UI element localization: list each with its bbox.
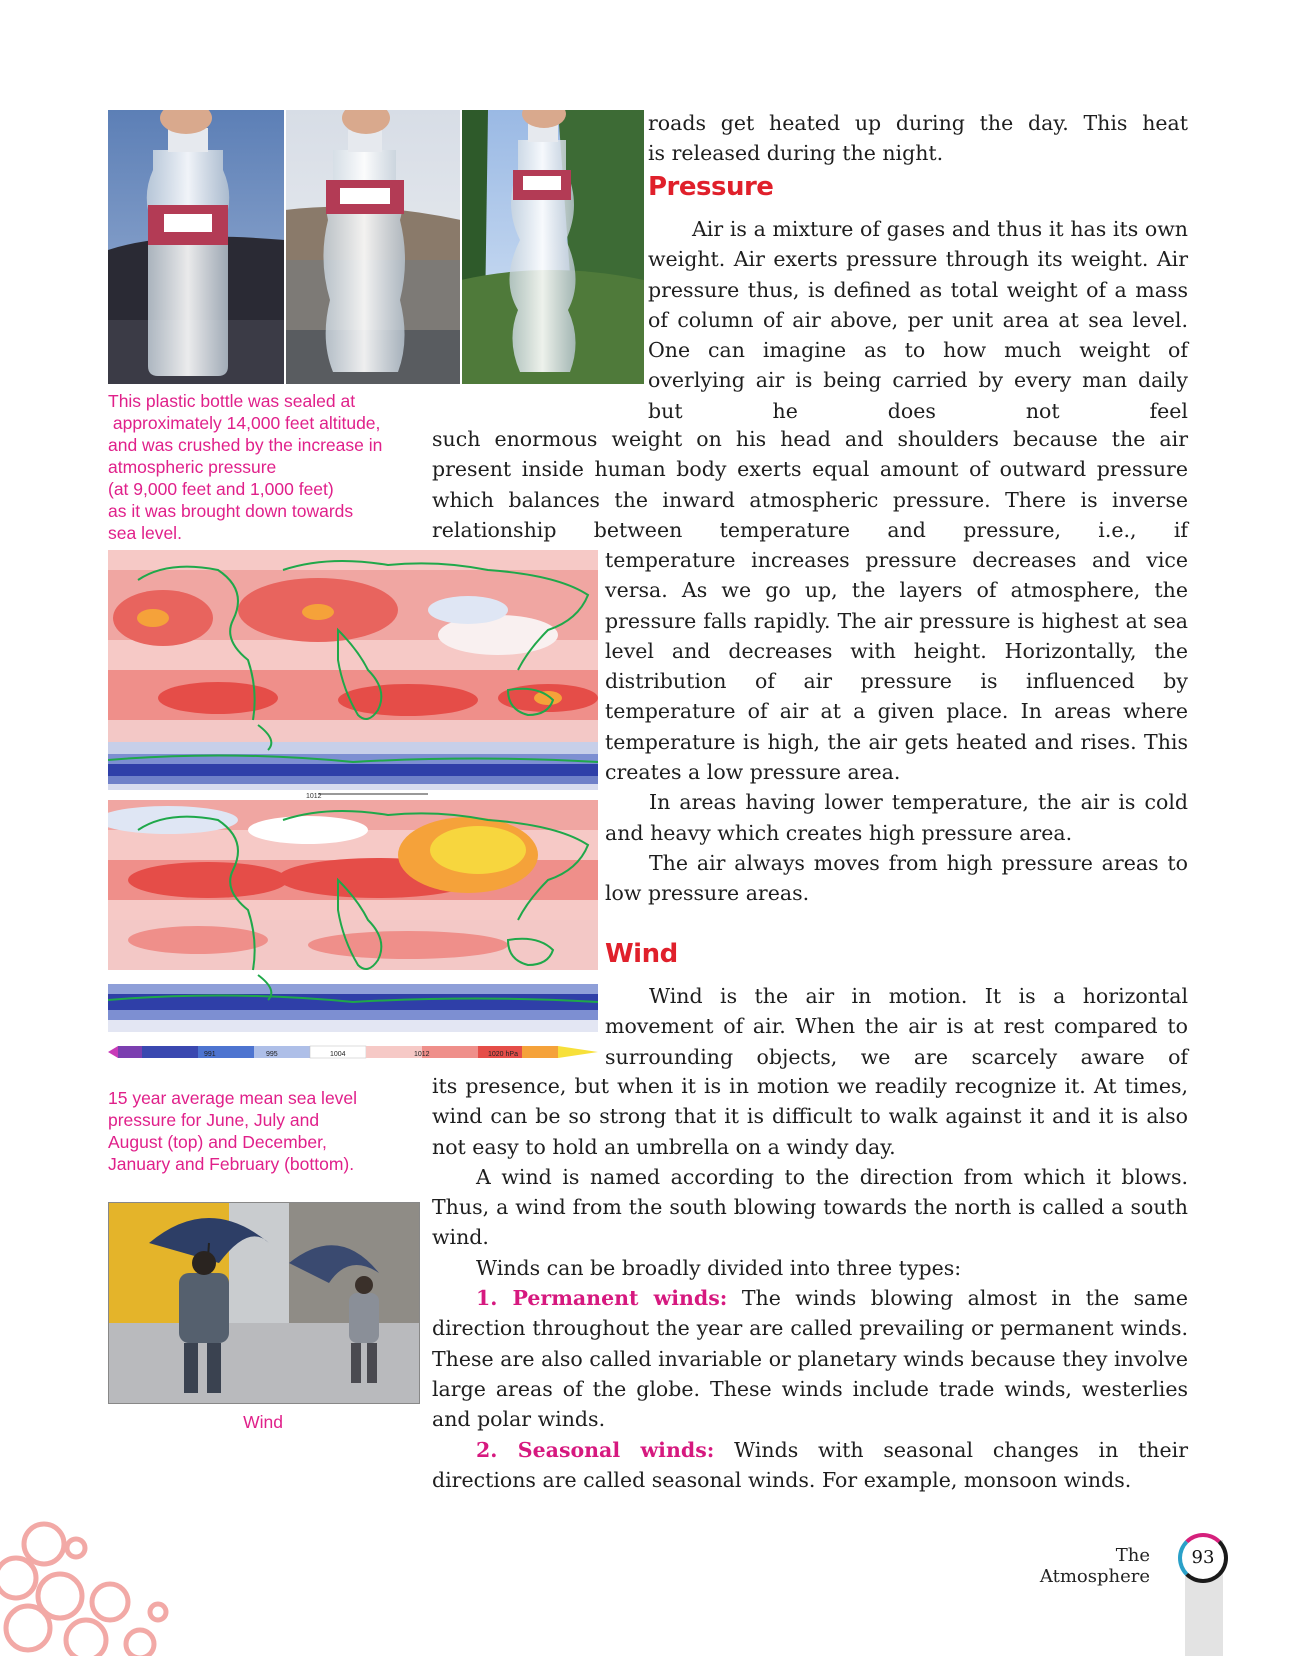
pressure-para-1a: Air is a mixture of gases and thus it has its own weight. Air exerts pressure through its weight. Air pressure thus, is defined as total weight of a mass of column of air above, per unit area at sea level. One can imagine as to how much weight of overlying air is being carried by every man daily but he does not feel bbox=[648, 217, 1188, 423]
wind-photo-caption: Wind bbox=[243, 1412, 283, 1432]
caption-line: as it was brought down towards bbox=[108, 501, 354, 521]
pressure-colour-scale bbox=[108, 1046, 598, 1058]
pressure-para-1b: such enormous weight on his head and shoulders because the air present inside human body exerts equal amount of outward pressure which balances the inward atmospheric pressure. There is inverse relationship between temperature and pressure, i.e., if bbox=[432, 427, 1188, 542]
chapter-title: The Atmosphere bbox=[1039, 1545, 1150, 1587]
page-number-badge bbox=[1178, 1533, 1228, 1583]
wind-paragraph-wide bbox=[432, 1071, 1188, 1495]
wind-photo-illustration bbox=[109, 1203, 419, 1403]
scale-label: 1004 bbox=[330, 1051, 346, 1058]
scale-label: 1020 hPa bbox=[488, 1051, 518, 1058]
pressure-map-caption bbox=[108, 1087, 408, 1175]
bottle-photo-strip bbox=[108, 110, 644, 384]
scale-label: 991 bbox=[204, 1051, 216, 1058]
caption-line: August (top) and December, bbox=[108, 1132, 327, 1152]
wind-para-1b: its presence, but when it is in motion we readily recognize it. At times, wind can be so strong that it is difficult to walk against it and it is also not easy to hold an umbrella on a windy day. bbox=[432, 1074, 1188, 1159]
wind-heading: Wind bbox=[605, 939, 678, 969]
caption-line: January and February (bottom). bbox=[108, 1154, 355, 1174]
caption-line: approximately 14,000 feet altitude, bbox=[108, 413, 381, 433]
pressure-map-djf bbox=[108, 800, 598, 1032]
intro-line: roads get heated up during the day. This heat bbox=[648, 111, 1188, 135]
wind-para-3: Winds can be broadly divided into three types: bbox=[476, 1255, 962, 1280]
permanent-winds-text: The winds blowing almost in the same direction throughout the year are called prevailing or permanent winds. These are also called invariable or planetary winds because they involve large areas of the globe. These winds include trade winds, westerlies and polar winds. bbox=[432, 1286, 1188, 1432]
permanent-winds-label: 1. Permanent winds: bbox=[476, 1286, 728, 1311]
pressure-heading: Pressure bbox=[648, 172, 774, 202]
bottle-figure-caption bbox=[108, 390, 428, 544]
intro-text bbox=[648, 108, 1188, 169]
pressure-paragraph-right bbox=[648, 214, 1188, 426]
decorative-circles bbox=[0, 1516, 180, 1656]
pressure-maps-illustration bbox=[108, 550, 598, 1060]
caption-line: pressure for June, July and bbox=[108, 1110, 320, 1130]
pressure-paragraph-mid bbox=[605, 545, 1188, 909]
scale-label: 995 bbox=[266, 1051, 278, 1058]
permanent-winds-paragraph bbox=[432, 1283, 1188, 1434]
caption-line: 15 year average mean sea level bbox=[108, 1088, 358, 1108]
pressure-para-1c: temperature increases pressure decreases and vice versa. As we go up, the layers of atmosphere, the pressure falls rapidly. The air pressure is highest at sea level and decreases with height. Horizontally, the distribution of air pressure is influenced by temperature of air at a given place. In areas where temperature is high, the air gets heated and rises. This creates a low pressure area. bbox=[605, 548, 1188, 785]
pressure-map-jja bbox=[108, 550, 598, 790]
caption-line: sea level. bbox=[108, 523, 182, 543]
pressure-map-figure bbox=[108, 550, 598, 1060]
intro-line: is released during the night. bbox=[648, 141, 944, 166]
pressure-para-3: The air always moves from high pressure areas to low pressure areas. bbox=[605, 850, 1188, 906]
bottle-photo-illustration bbox=[108, 110, 644, 384]
pressure-paragraph-wide bbox=[432, 424, 1188, 545]
pressure-para-2: In areas having lower temperature, the air is cold and heavy which creates high pressure area. bbox=[605, 790, 1188, 845]
caption-line: atmospheric pressure bbox=[108, 457, 277, 477]
seasonal-winds-paragraph bbox=[432, 1435, 1188, 1496]
wind-para-1a: Wind is the air in motion. It is a horizontal movement of air. When the air is at rest compared to surrounding objects, we are scarcely aware of bbox=[605, 984, 1188, 1069]
wind-photo bbox=[108, 1202, 420, 1404]
caption-line: and was crushed by the increase in bbox=[108, 435, 383, 455]
seasonal-winds-label: 2. Seasonal winds: bbox=[476, 1437, 715, 1462]
caption-line: (at 9,000 feet and 1,000 feet) bbox=[108, 479, 334, 499]
caption-line: This plastic bottle was sealed at bbox=[108, 391, 356, 411]
wind-paragraph-mid bbox=[605, 981, 1188, 1072]
seasonal-winds-text: Winds with seasonal changes in their directions are called seasonal winds. For example, monsoon winds. bbox=[432, 1437, 1189, 1492]
scale-label: 1012 bbox=[414, 1051, 430, 1058]
page-number: 93 bbox=[1191, 1547, 1215, 1568]
top-map-axis-label: 1012 bbox=[306, 793, 322, 800]
wind-para-2: A wind is named according to the direction from which it blows. Thus, a wind from the south blowing towards the north is called a south wind. bbox=[432, 1164, 1188, 1250]
